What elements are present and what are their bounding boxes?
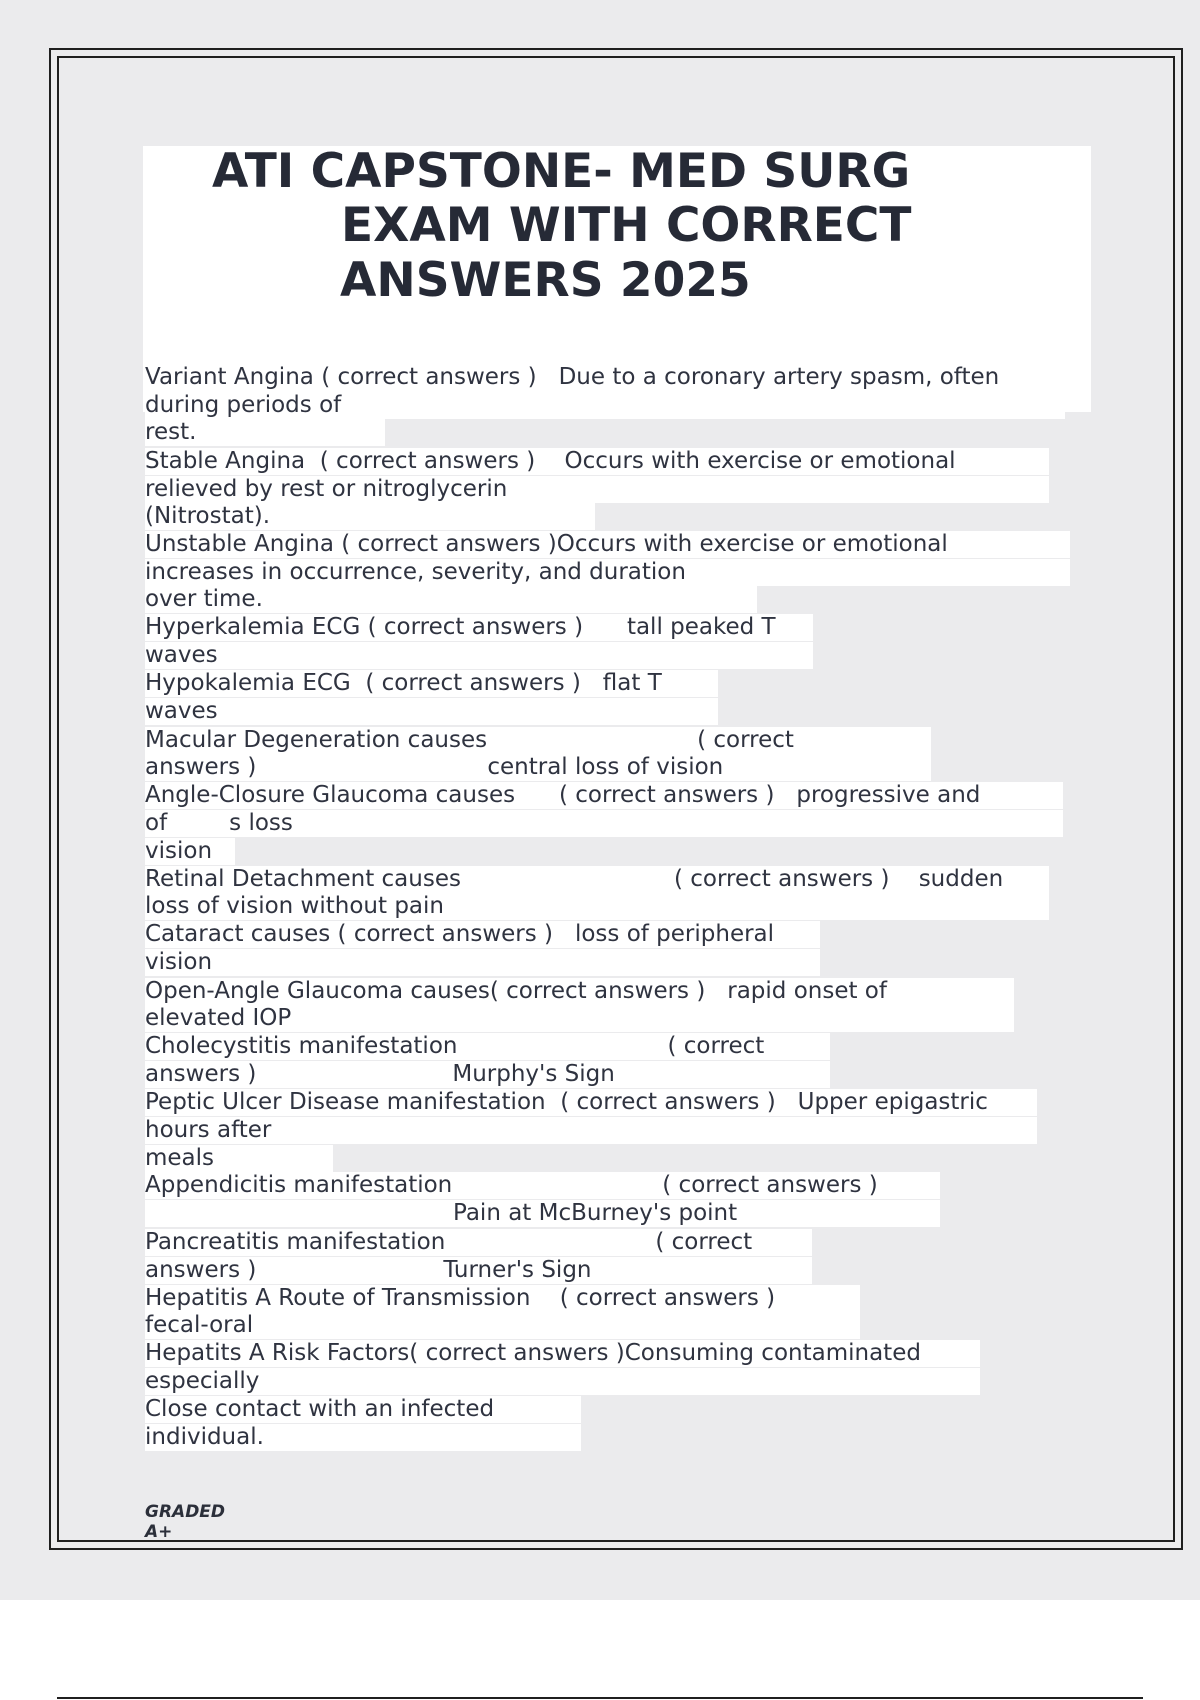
graded-text: GRADED [145, 1502, 226, 1522]
answer: loss of peripheral [574, 921, 775, 947]
bottom-divider [57, 1697, 1143, 1699]
term: Cataract causes [145, 921, 331, 947]
grade-text: A+ [145, 1522, 173, 1542]
qa-line [145, 1368, 980, 1395]
answer-marker: ( correct [655, 1229, 753, 1255]
answer-marker: ( correct answers ) [341, 531, 557, 557]
answer-marker: ( correct [667, 1033, 765, 1059]
answer: Upper epigastric [797, 1089, 988, 1115]
qa-line [145, 503, 595, 530]
qa-line [145, 364, 1065, 391]
qa-line [145, 1396, 581, 1423]
answer-continuation: waves [145, 698, 218, 724]
answer: central loss of vision [487, 754, 724, 780]
answer-marker: ( correct answers ) [321, 364, 537, 390]
answer-marker: ( correct answers ) [558, 782, 775, 808]
term: Macular Degeneration causes [145, 727, 488, 753]
qa-line [145, 978, 1014, 1005]
qa-line [145, 921, 820, 948]
qa-line [145, 838, 235, 865]
answer-marker: ( correct answers ) [319, 448, 536, 474]
answer: rapid onset of [727, 978, 887, 1004]
answer: tall peaked T [626, 614, 776, 640]
qa-line [145, 419, 385, 446]
qa-line [145, 1145, 333, 1172]
term: Stable Angina [145, 448, 306, 474]
qa-line [145, 782, 1063, 809]
answer-continuation: vision [145, 949, 213, 975]
answer-marker-continuation: answers ) [145, 1257, 257, 1283]
qa-line [145, 866, 1049, 893]
answer-continuation: of [145, 810, 168, 836]
page-title-line-1: ATI CAPSTONE- MED SURG [212, 144, 911, 199]
qa-line [145, 1117, 1037, 1144]
qa-line [145, 1061, 830, 1088]
answer-marker: ( correct answers ) [559, 1285, 776, 1311]
answer-continuation: especially [145, 1368, 260, 1394]
qa-line [145, 727, 931, 754]
answer: Murphy's Sign [452, 1061, 615, 1087]
answer: Pain at McBurney's point [453, 1200, 738, 1226]
term: Pancreatitis manifestation [145, 1229, 446, 1255]
answer-continuation: during periods of [145, 392, 342, 418]
page-title-line-2: EXAM WITH CORRECT [341, 198, 912, 253]
qa-line [145, 893, 1049, 920]
answer-marker: ( correct [697, 727, 794, 753]
answer-marker-continuation: answers ) [145, 754, 257, 780]
answer: progressive and [796, 782, 981, 808]
term: Hyperkalemia ECG [145, 614, 361, 640]
answer: Due to a coronary artery spasm, often [558, 364, 1000, 390]
answer-continuation: s loss [229, 810, 293, 836]
graded-label [145, 1502, 225, 1542]
qa-line [145, 614, 813, 641]
answer: Turner's Sign [443, 1257, 592, 1283]
answer: flat T [602, 670, 662, 696]
qa-line [145, 1257, 812, 1284]
qa-line [145, 1312, 860, 1339]
answer-marker: ( correct answers ) [560, 1089, 776, 1115]
answer-marker-continuation: answers ) [145, 1061, 257, 1087]
answer: Occurs with exercise or emotional [564, 448, 956, 474]
answer-marker: ( correct answers ) [367, 614, 584, 640]
answer: Consuming contaminated [624, 1340, 921, 1366]
answer-marker: ( correct answers ) [673, 866, 890, 892]
qa-line [145, 448, 1049, 475]
qa-line [145, 1229, 812, 1256]
answer-continuation: vision [145, 838, 213, 864]
answer: sudden [918, 866, 1004, 892]
answer-continuation: meals [145, 1145, 215, 1171]
page-title-line-3: ANSWERS 2025 [340, 253, 751, 308]
qa-line [145, 698, 718, 725]
term: Unstable Angina [145, 531, 334, 557]
answer-marker: ( correct answers ) [409, 1340, 625, 1366]
qa-line [145, 1424, 581, 1451]
answer-continuation: hours after [145, 1117, 272, 1143]
answer-continuation: (Nitrostat). [145, 503, 271, 529]
answer-marker: ( correct answers ) [337, 921, 554, 947]
answer-continuation: increases in occurrence, severity, and duration [145, 559, 686, 585]
answer-continuation: relieved by rest or nitroglycerin [145, 476, 508, 502]
answer-continuation: elevated IOP [145, 1005, 292, 1031]
term: Cholecystitis manifestation [145, 1033, 458, 1059]
term: Hepatits A Risk Factors [145, 1340, 410, 1366]
qa-line [145, 392, 1065, 419]
answer: Occurs with exercise or emotional [556, 531, 948, 557]
term: Peptic Ulcer Disease manifestation [145, 1089, 546, 1115]
term: Hepatitis A Route of Transmission [145, 1285, 531, 1311]
answer-continuation: over time. [145, 586, 263, 612]
qa-line [145, 810, 1063, 837]
qa-line [145, 1172, 940, 1199]
qa-line [145, 642, 813, 669]
answer: fecal-oral [145, 1312, 254, 1338]
qa-line [145, 949, 820, 976]
answer-marker: ( correct answers ) [662, 1172, 878, 1198]
term: Retinal Detachment causes [145, 866, 461, 892]
term: Variant Angina [145, 364, 314, 390]
qa-line [145, 1089, 1037, 1116]
answer-continuation: Close contact with an infected [145, 1396, 495, 1422]
qa-line [145, 586, 757, 613]
term: Angle-Closure Glaucoma causes [145, 782, 516, 808]
answer-continuation: waves [145, 642, 218, 668]
term: Appendicitis manifestation [145, 1172, 453, 1198]
answer-marker: ( correct answers ) [489, 978, 706, 1004]
term: Hypokalemia ECG [145, 670, 351, 696]
qa-line [145, 1285, 860, 1312]
answer-marker: ( correct answers ) [365, 670, 581, 696]
qa-line [145, 1033, 830, 1060]
answer-continuation: individual. [145, 1424, 264, 1450]
qa-line [145, 1200, 940, 1227]
qa-line [145, 1340, 980, 1367]
qa-line [145, 754, 931, 781]
qa-line [145, 559, 1070, 586]
answer-continuation: loss of vision without pain [145, 893, 444, 919]
qa-line [145, 531, 1070, 558]
answer-continuation: rest. [145, 419, 197, 445]
qa-line [145, 1005, 1014, 1032]
term: Open-Angle Glaucoma causes [145, 978, 490, 1004]
qa-line [145, 476, 1049, 503]
qa-line [145, 670, 718, 697]
